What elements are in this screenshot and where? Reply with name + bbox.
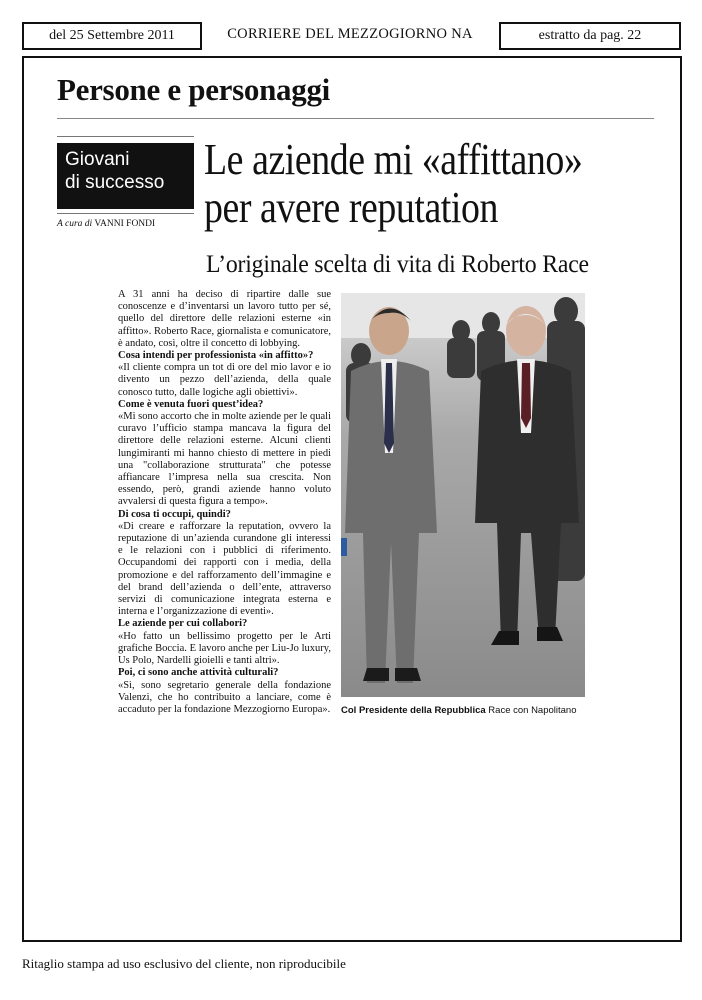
section-divider <box>57 118 654 119</box>
interview-question: Le aziende per cui collabori? <box>118 618 248 630</box>
footer-notice: Ritaglio stampa ad uso esclusivo del cliente, non riproducibile <box>22 956 346 971</box>
rubric-line-2: di successo <box>65 172 165 193</box>
curator-credit <box>57 219 155 229</box>
caption-lead: Col Presidente della Repubblica <box>341 705 486 716</box>
page-reference: estratto da pag. 22 <box>499 22 681 50</box>
section-title: Persone e personaggi <box>57 72 330 107</box>
article-paragraph: «Sì, sono segretario generale della fondazione Valenzi, che ho contribuito a lanciare, come è accaduto per la fondazione Mezzogiorno Europa». <box>118 679 331 715</box>
rubric-line-1: Giovani <box>65 149 130 170</box>
article-body <box>118 289 331 716</box>
article-paragraph: «Il cliente compra un tot di ore del mio lavor e io divento un pezzo dell’azienda, della quale conosco tutto, dalle logiche agli obiettivi». <box>118 362 331 398</box>
headline-line-2: per avere reputation <box>204 183 498 232</box>
interview-question: Cosa intendi per professionista «in affitto»? <box>118 350 314 362</box>
article-paragraph: «Di creare e rafforzare la reputation, ovvero la reputazione di un’azienda curandone gli interessi e le relazioni con i pubblici di riferimento. Occupandomi dei rapporti con i media, della promozione e del rafforzamento dell’immagine e del brand dell’azienda o dell’ente, attraverso servizi di comunicazione integrata esterna e interna e l’organizzazione di eventi». <box>118 520 331 618</box>
photo-illustration <box>341 293 585 697</box>
article-paragraph: A 31 anni ha deciso di ripartire dalle sue conoscenze e d’inventarsi un lavoro tutto per sé, quello del direttore delle relazioni esterne «in affitto». Roberto Race, giornalista e comunicatore, è andato, così, oltre il concetto di lobbying. <box>118 289 331 349</box>
curator-name: VANNI FONDI <box>94 219 156 229</box>
caption-text: Race con Napolitano <box>485 705 577 716</box>
article-photo <box>341 293 585 697</box>
rubric-box <box>57 143 194 209</box>
interview-question: Poi, ci sono anche attività culturali? <box>118 667 279 679</box>
rubric-rule-top <box>57 136 194 137</box>
newspaper-name: CORRIERE DEL MEZZOGIORNO NA <box>205 22 495 50</box>
headline <box>204 136 600 232</box>
interview-question: Di cosa ti occupi, quindi? <box>118 508 231 520</box>
article-paragraph: «Ho fatto un bellissimo progetto per le Arti grafiche Boccia. E lavoro anche per Liu-Jo luxury, Us Polo, Nardelli gioielli e tanti altri». <box>118 630 331 667</box>
article-paragraph: «Mi sono accorto che in molte aziende per le quali curavo l’ufficio stampa mancava la figura del direttore delle relazioni esterne. Alcuni clienti lungimiranti mi hanno chiesto di mettere in piedi una "collaborazione strutturata" che potesse affiancare l’impresa nella sua crescita. Non essendo, però, grandi aziende hanno voluto avvalersi di questa figura a tempo». <box>118 411 331 508</box>
curator-prefix: A cura di <box>57 219 93 229</box>
interview-question: Come è venuta fuori quest’idea? <box>118 398 264 410</box>
clipping-date: del 25 Settembre 2011 <box>22 22 202 50</box>
headline-line-1: Le aziende mi «affittano» <box>204 135 583 184</box>
photo-caption <box>341 705 601 716</box>
subheadline: L’originale scelta di vita di Roberto Race <box>206 251 589 278</box>
rubric-rule-bottom <box>57 213 194 214</box>
